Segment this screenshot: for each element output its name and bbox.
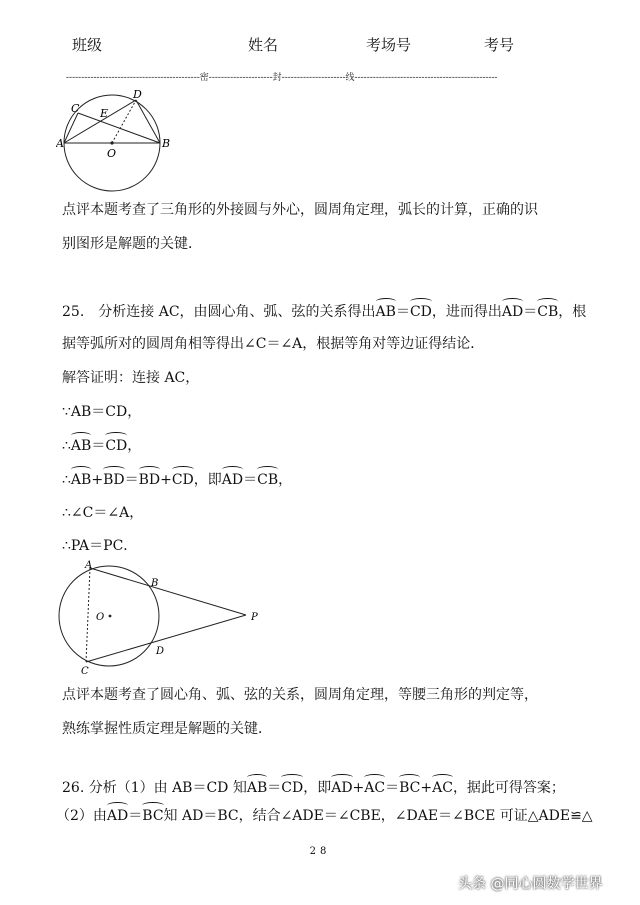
q25-text: + [160,472,172,488]
q25-text: ，即 [193,472,222,488]
arc-label: AD [501,304,524,320]
seat-label: 考号 [484,36,515,54]
q25-text: ∴ [62,472,71,488]
arc-label: CB [537,304,559,320]
figure-circle-tangent [52,558,272,676]
arc-label: CD [171,472,194,488]
q25-text: ，根 [558,304,587,320]
label-O2: O [96,612,105,623]
q25-text: ＝ [91,438,106,454]
label-C2: C [81,666,89,676]
arc-label: CD [409,304,432,320]
label-O: O [107,147,117,160]
page-number: 28 [309,846,331,857]
q26-text: ＝ [385,780,400,796]
arc-label: AB [375,304,396,320]
q26-text: ，即 [303,780,332,796]
label-A2: A [85,560,93,571]
q25-line-1 [62,302,586,322]
q26-line-2 [56,806,593,826]
arc-label: BC [142,808,164,824]
q26-text: （2）由 [56,808,107,824]
label-E: E [100,107,109,120]
comment-2-line-1: 点评本题考查了圆心角、弧、弦的关系，圆周角定理，等腰三角形的判定等， [62,687,538,703]
label-P2: P [251,612,258,623]
arc-label: AD [106,808,129,824]
label-D: D [133,88,142,101]
comment-1-line-2: 别图形是解题的关键． [62,236,202,252]
q25-line-4: ∵AB＝CD， [62,404,142,420]
arc-label: AB [70,438,92,454]
q25-line-3: 解答证明：连接 AC， [62,370,200,386]
figure-circle-triangle [56,86,186,194]
class-label: 班级 [72,36,103,54]
arc-label: BD [103,472,125,488]
label-B2: B [151,578,159,589]
q25-line-5 [62,436,141,456]
q25-line-8: ∴PA＝PC． [62,538,138,554]
q26-text: + [420,780,433,796]
arc-label: AC [432,780,453,796]
arc-label: AD [331,780,353,796]
arc-label: CD [281,780,304,796]
q25-text: ∴ [62,438,71,454]
arc-label: AB [70,472,92,488]
q26-text: ＝ [128,808,143,824]
arc-label: BD [138,472,161,488]
label-C: C [71,102,80,115]
q25-line-6 [62,470,292,490]
comment-2-line-2: 熟练掌握性质定理是解题的关键． [62,721,272,737]
q25-text: 25. 分析连接 AC，由圆心角、弧、弦的关系得出 [62,304,376,320]
q25-text: ＝ [124,472,139,488]
q25-text: ＝ [395,304,410,320]
q25-text: ， [127,438,142,454]
q26-text: 26. 分析（1）由 AB＝CD 知 [62,780,247,796]
label-D2: D [156,646,165,657]
q26-text: + [352,780,365,796]
q25-text: ＝ [523,304,538,320]
arc-label: AB [246,780,268,796]
arc-label: BC [399,780,421,796]
comment-1-line-1: 点评本题考查了三角形的外接圆与外心，圆周角定理，弧长的计算，正确的识 [62,202,538,218]
q26-line-1 [62,778,565,798]
arc-label: AD [221,472,244,488]
room-label: 考场号 [366,36,412,54]
name-label: 姓名 [248,36,279,54]
q26-text: ，据此可得答案； [452,780,565,796]
q25-text: ， [278,472,293,488]
arc-label: AC [364,780,386,796]
q25-line-7: ∴∠C＝∠A， [62,505,144,521]
q25-line-2: 据等弧所对的圆周角相等得出∠C＝∠A，根据等角对等边证得结论． [62,336,485,352]
arc-label: CD [105,438,128,454]
q25-text: ，进而得出 [431,304,502,320]
q26-text: ＝ [267,780,282,796]
q26-text: 知 AD＝BC，结合∠ADE＝∠CBE，∠DAE＝∠BCE 可证△ADE≌△ [163,808,593,824]
q25-text: ＝ [243,472,258,488]
label-B: B [162,137,171,150]
seal-cut-line: --------------------------------------------密---------------------封---------------------线----------------------------------------------- [66,73,498,83]
label-A: A [56,137,64,150]
q25-text: + [91,472,104,488]
watermark: 头条 @同心圆数学世界 [458,876,603,892]
arc-label: CB [257,472,279,488]
